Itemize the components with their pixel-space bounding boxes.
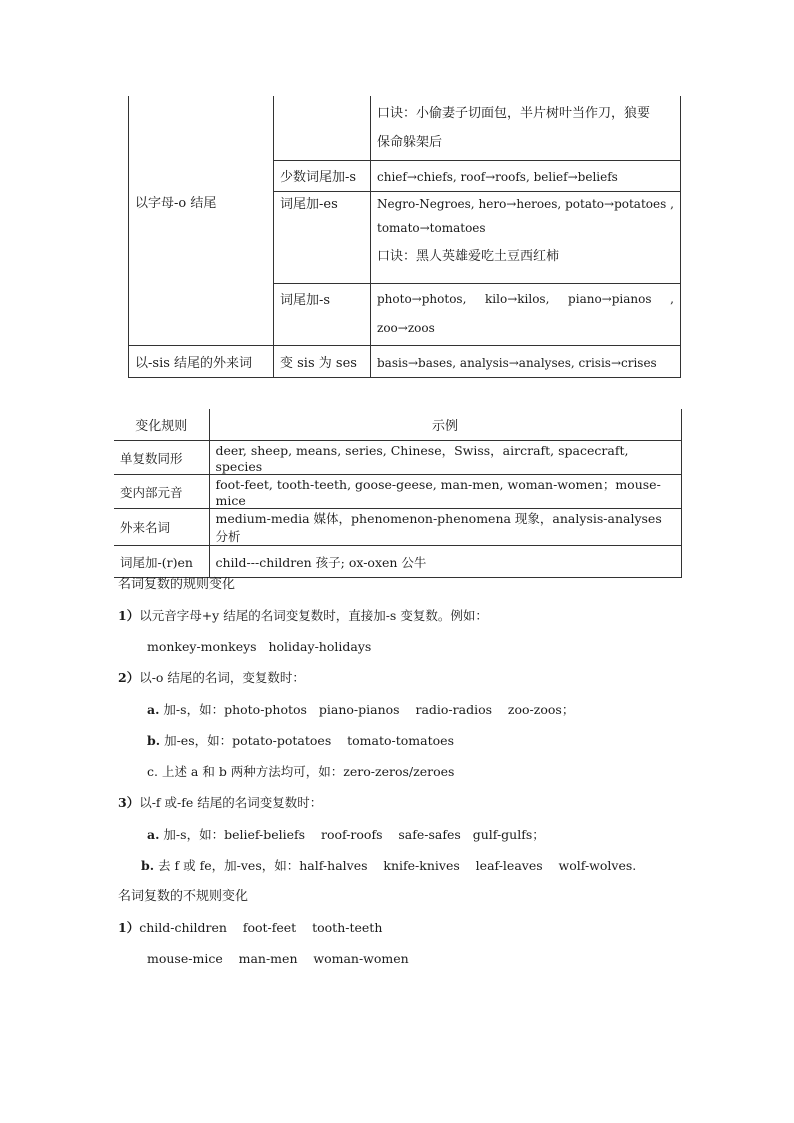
- table-row: [129, 160, 681, 191]
- irregular-plural-table: [114, 409, 682, 578]
- rule-3b: b. 去 f 或 fe，加-ves，如：half-halves knife-knives leaf-leaves wolf-wolves.: [141, 858, 637, 873]
- header-example: 示例: [209, 409, 681, 441]
- plural-rules-table-continued: [128, 96, 681, 378]
- irregular-1: 1）child-children foot-feet tooth-teeth: [118, 920, 383, 935]
- example-cell: chief→chiefs, roof→roofs, belief→beliefs: [371, 160, 681, 191]
- rule-2a: a. 加-s，如：photo-photos piano-pianos radio-radios zoo-zoos；: [147, 702, 575, 717]
- rule-cell: 变内部元音: [114, 475, 209, 509]
- irregular-1-examples: mouse-mice man-men woman-women: [147, 951, 409, 966]
- rule-2c: c. 上述 a 和 b 两种方法均可，如：zero-zeros/zeroes: [147, 764, 455, 779]
- rule-1: 1）以元音字母+y 结尾的名词变复数时，直接加-s 变复数。例如：: [118, 608, 488, 623]
- rule-3: 3）以-f 或-fe 结尾的名词变复数时：: [118, 795, 323, 810]
- table-row: [129, 96, 681, 160]
- table-header-row: [114, 409, 681, 441]
- rule-cell: 外来名词: [114, 509, 209, 546]
- example-cell: deer, sheep, means, series, Chinese，Swiss，aircraft, spacecraft, species: [209, 441, 681, 475]
- rule-1-examples: monkey-monkeys holiday-holidays: [147, 639, 372, 654]
- table-row: [129, 191, 681, 283]
- table-row: [114, 475, 681, 509]
- rule-cell: 以字母-o 结尾: [129, 191, 274, 283]
- example-cell: foot-feet, tooth-teeth, goose-geese, man-men, woman-women；mouse-mice: [209, 475, 681, 509]
- rule-cell: 单复数同形: [114, 441, 209, 475]
- header-rule: 变化规则: [114, 409, 209, 441]
- table-cell: [129, 96, 274, 160]
- mnemonic-text: 口诀：小偷妻子切面包，半片树叶当作刀，狼要: [377, 106, 651, 121]
- rule-2: 2）以-o 结尾的名词，变复数时：: [118, 670, 305, 685]
- table-row: [114, 546, 681, 578]
- rule-cell: 词尾加-(r)en: [114, 546, 209, 578]
- table-cell: [129, 160, 274, 191]
- example-cell: photo→photos, kilo→kilos, piano→pianos , zoo→zoos: [371, 283, 681, 345]
- method-cell: 少数词尾加-s: [274, 160, 371, 191]
- table-row: [129, 283, 681, 345]
- example-cell: Negro-Negroes, hero→heroes, potato→potatoes , tomato→tomatoes 口诀：黑人英雄爱吃土豆西红柿: [371, 191, 681, 283]
- rule-cell: 以-sis 结尾的外来词: [129, 345, 274, 377]
- method-cell: 变 sis 为 ses: [274, 345, 371, 377]
- rule-3a: a. 加-s，如：belief-beliefs roof-roofs safe-safes gulf-gulfs；: [147, 827, 545, 842]
- section-heading-regular: 名词复数的规则变化: [118, 577, 236, 592]
- method-cell: 词尾加-s: [274, 283, 371, 345]
- method-cell: 词尾加-es: [274, 191, 371, 283]
- example-cell: basis→bases, analysis→analyses, crisis→crises: [371, 345, 681, 377]
- rule-2b: b. 加-es，如：potato-potatoes tomato-tomatoes: [147, 733, 454, 748]
- mnemonic-text: 保命躲架后: [377, 135, 443, 150]
- table-cell: [274, 96, 371, 160]
- section-heading-irregular: 名词复数的不规则变化: [118, 889, 249, 904]
- table-row: [114, 441, 681, 475]
- example-cell: medium-media 媒体，phenomenon-phenomena 现象，analysis-analyses 分析: [209, 509, 681, 546]
- table-row: [129, 345, 681, 377]
- table-cell: [371, 96, 681, 160]
- mnemonic-text: 口诀：黑人英雄爱吃土豆西红柿: [377, 248, 560, 264]
- table-row: [114, 509, 681, 546]
- table-cell: [129, 283, 274, 345]
- example-cell: child---children 孩子; ox-oxen 公牛: [209, 546, 681, 578]
